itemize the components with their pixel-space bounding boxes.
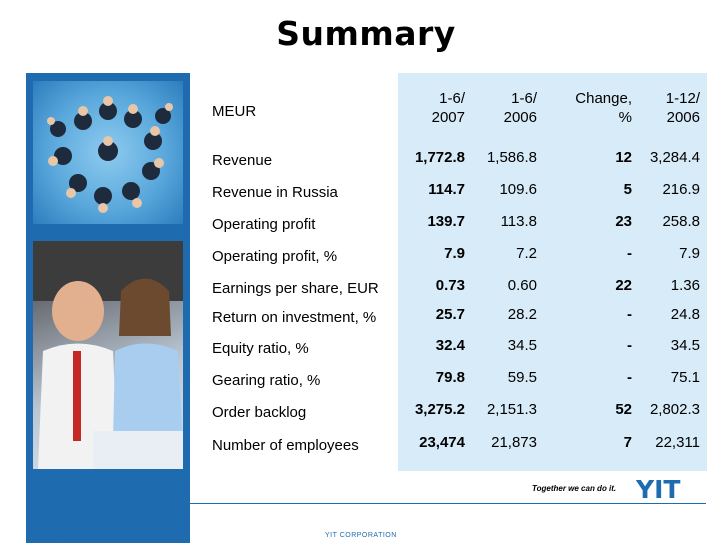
corporation-name: YIT CORPORATION (325, 532, 397, 539)
table-cell-col2: 21,873 (491, 434, 537, 451)
column-header-line1: Change, (575, 90, 632, 107)
column-header-3 (575, 89, 632, 127)
table-cell-col1: 23,474 (419, 434, 465, 451)
table-cell-col4: 22,311 (655, 434, 700, 451)
table-cell-col3: 5 (623, 181, 632, 198)
office-workers-illustration (33, 241, 183, 469)
row-label: Number of employees (212, 437, 359, 454)
table-cell-col1: 1,772.8 (414, 149, 465, 166)
row-label: Gearing ratio, % (212, 372, 321, 389)
column-header-line1: 1-6/ (439, 90, 465, 107)
column-header-line2: 2007 (431, 109, 465, 126)
page-number: 6 (62, 532, 66, 539)
table-cell-col2: 34.5 (507, 337, 537, 354)
column-header-line1: 1-6/ (511, 90, 537, 107)
table-cell-col1: 3,275.2 (414, 401, 465, 418)
table-cell-col2: 59.5 (507, 369, 537, 386)
row-label: Operating profit (212, 216, 316, 233)
table-cell-col4: 2,802.3 (649, 401, 700, 418)
row-label: Equity ratio, % (212, 340, 309, 357)
table-cell-col4: 34.5 (670, 337, 700, 354)
table-cell-col1: 139.7 (427, 213, 465, 230)
table-cell-col1: 7.9 (444, 245, 465, 262)
slogan-text: Together we can do it. (532, 484, 617, 493)
column-header-line2: 2006 (503, 109, 537, 126)
office-workers-photo (33, 241, 183, 469)
table-cell-col4: 3,284.4 (649, 149, 700, 166)
yit-logo (636, 477, 704, 506)
row-label: Revenue (212, 152, 273, 169)
column-header-line2: 2006 (666, 109, 700, 126)
table-cell-col2: 1,586.8 (486, 149, 537, 166)
row-label: Earnings per share, EUR (212, 280, 379, 297)
table-cell-col4: 24.8 (670, 306, 700, 323)
table-cell-col2: 109.6 (499, 181, 537, 198)
table-cell-col1: 25.7 (435, 306, 465, 323)
table-cell-col4: 258.8 (662, 213, 700, 230)
table-cell-col1: 0.73 (435, 277, 465, 294)
team-circle-photo (33, 81, 183, 224)
table-cell-col4: 216.9 (662, 181, 700, 198)
table-cell-col3: 52 (615, 401, 632, 418)
row-label: Revenue in Russia (212, 184, 338, 201)
table-cell-col2: 7.2 (516, 245, 537, 262)
table-cell-col1: 114.7 (428, 181, 465, 198)
table-cell-col4: 75.1 (670, 369, 700, 386)
table-cell-col1: 32.4 (435, 337, 465, 354)
table-cell-col2: 2,151.3 (486, 401, 537, 418)
team-circle-illustration (33, 81, 183, 224)
table-cell-col3: - (627, 306, 632, 323)
column-header-1 (432, 89, 465, 127)
page-title: Summary (276, 14, 456, 53)
row-label: Operating profit, % (212, 248, 338, 265)
table-cell-col3: 22 (615, 277, 632, 294)
table-cell-col2: 113.8 (500, 213, 537, 230)
column-header-2 (504, 89, 537, 127)
table-cell-col3: 12 (615, 149, 632, 166)
table-cell-col3: - (627, 369, 632, 386)
column-header-4 (666, 89, 700, 127)
table-cell-col2: 28.2 (507, 306, 537, 323)
table-cell-col3: 7 (623, 434, 632, 451)
table-cell-col2: 0.60 (507, 277, 537, 294)
table-cell-col3: - (627, 245, 632, 262)
table-cell-col3: 23 (615, 213, 632, 230)
table-cell-col4: 1.36 (670, 277, 700, 294)
column-header-line2: % (618, 109, 632, 126)
column-header-line1: 1-12/ (665, 90, 700, 107)
row-label: Return on investment, % (212, 309, 377, 326)
footer-divider (180, 503, 706, 504)
yit-logo-icon (636, 477, 704, 501)
table-cell-col4: 7.9 (679, 245, 700, 262)
table-cell-col3: - (627, 337, 632, 354)
unit-label: MEUR (212, 103, 257, 120)
row-label: Order backlog (212, 404, 307, 421)
yit-logo-text: YIT (636, 477, 681, 501)
table-cell-col1: 79.8 (435, 369, 465, 386)
